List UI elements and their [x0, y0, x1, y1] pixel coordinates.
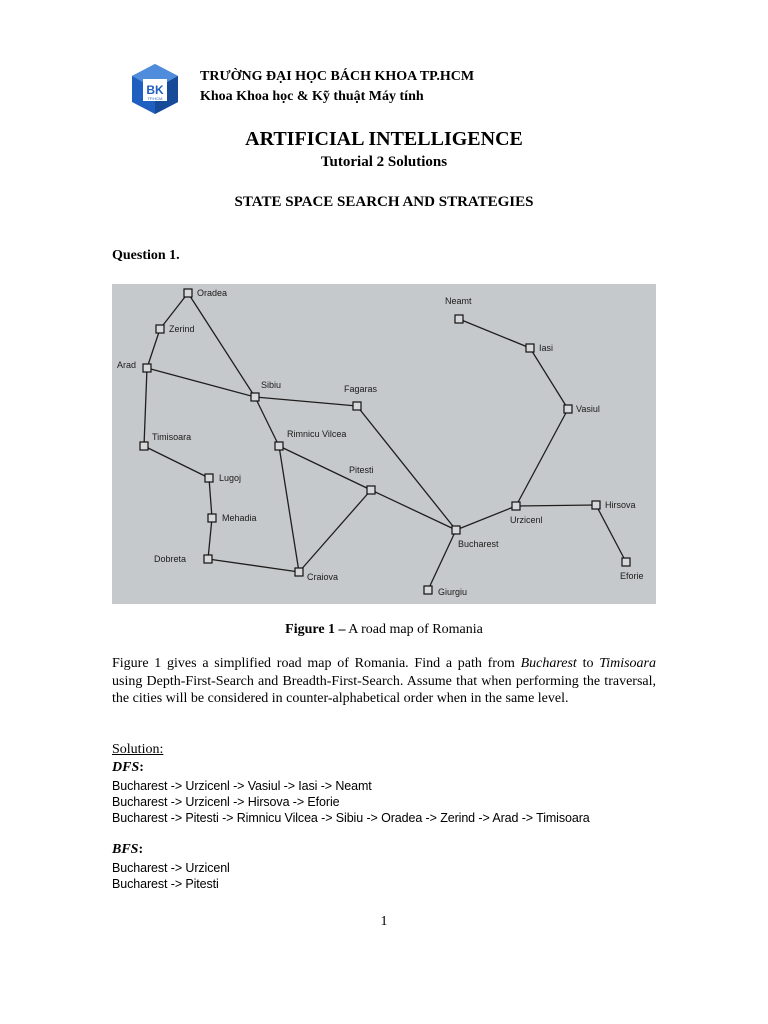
- logo-subtext: TP.HCM: [147, 96, 163, 101]
- page-number: 1: [380, 914, 388, 929]
- road-vasiul-iasi: [530, 348, 568, 409]
- city-node-dobreta: [204, 555, 212, 563]
- city-node-hirsova: [592, 501, 600, 509]
- city-node-iasi: [526, 344, 534, 352]
- figure-caption-text: A road map of Romania: [345, 622, 483, 637]
- city-label-arad: Arad: [117, 360, 137, 370]
- city-node-zerind: [156, 325, 164, 333]
- city-label-lugoj: Lugoj: [219, 473, 242, 483]
- city-label-rimnicu-vilcea: Rimnicu Vilcea: [287, 429, 347, 439]
- paragraph-text-1: Figure 1 gives a simplified road map of Romania. Find a path from: [112, 656, 521, 671]
- bfs-path-line: Bucharest -> Pitesti: [112, 877, 219, 891]
- city-label-bucharest: Bucharest: [458, 539, 499, 549]
- road-craiova-pitesti: [299, 490, 371, 572]
- city-label-eforie: Eforie: [620, 571, 644, 581]
- document-title: ARTIFICIAL INTELLIGENCE: [245, 128, 523, 150]
- figure-caption-label: Figure 1 –: [285, 622, 346, 637]
- road-sibiu-rimnicu-vilcea: [255, 397, 279, 446]
- city-node-mehadia: [208, 514, 216, 522]
- romania-road-map: [112, 284, 656, 604]
- city-label-neamt: Neamt: [445, 296, 472, 306]
- paragraph-city-to: Timisoara: [599, 656, 657, 671]
- city-label-giurgiu: Giurgiu: [438, 587, 468, 597]
- city-node-neamt: [455, 315, 463, 323]
- city-label-iasi: Iasi: [539, 343, 554, 353]
- road-bucharest-urzicenl: [456, 506, 516, 530]
- city-node-timisoara: [140, 442, 148, 450]
- city-label-oradea: Oradea: [197, 288, 228, 298]
- road-arad-timisoara: [144, 368, 147, 446]
- city-label-hirsova: Hirsova: [605, 500, 636, 510]
- city-label-zerind: Zerind: [169, 324, 195, 334]
- solution-label: Solution: [112, 742, 160, 757]
- city-node-arad: [143, 364, 151, 372]
- bfs-label-colon: :: [138, 842, 144, 857]
- road-rimnicu-vilcea-craiova: [279, 446, 299, 572]
- city-node-lugoj: [205, 474, 213, 482]
- paragraph-text-2: to: [576, 656, 600, 671]
- dfs-heading: [112, 760, 144, 776]
- city-node-craiova: [295, 568, 303, 576]
- road-iasi-neamt: [459, 319, 530, 348]
- department-name: Khoa Khoa học & Kỹ thuật Máy tính: [200, 89, 424, 104]
- road-map-svg: [112, 284, 656, 604]
- question-paragraph: [112, 655, 656, 708]
- city-label-craiova: Craiova: [307, 572, 339, 582]
- city-node-fagaras: [353, 402, 361, 410]
- city-label-vasiul: Vasiul: [576, 404, 600, 414]
- city-label-fagaras: Fagaras: [344, 384, 378, 394]
- city-node-eforie: [622, 558, 630, 566]
- section-title: STATE SPACE SEARCH AND STRATEGIES: [234, 194, 534, 210]
- city-label-mehadia: Mehadia: [222, 513, 257, 523]
- institution-name: TRƯỜNG ĐẠI HỌC BÁCH KHOA TP.HCM: [200, 69, 475, 84]
- solution-heading: [112, 742, 163, 758]
- road-dobreta-craiova: [208, 559, 299, 572]
- dfs-path-line: Bucharest -> Urzicenl -> Vasiul -> Iasi -> Neamt: [112, 779, 372, 793]
- city-node-bucharest: [452, 526, 460, 534]
- road-bucharest-giurgiu: [428, 530, 456, 590]
- dfs-path-line: Bucharest -> Pitesti -> Rimnicu Vilcea -> Sibiu -> Oradea -> Zerind -> Arad -> Timisoara: [112, 811, 590, 825]
- city-node-rimnicu-vilcea: [275, 442, 283, 450]
- document-subtitle: Tutorial 2 Solutions: [320, 154, 448, 170]
- question-label: Question 1.: [112, 248, 180, 263]
- city-label-urzicenl: Urzicenl: [510, 515, 543, 525]
- road-pitesti-bucharest: [371, 490, 456, 530]
- road-timisoara-lugoj: [144, 446, 209, 478]
- bfs-heading: [112, 842, 143, 858]
- dfs-path-line: Bucharest -> Urzicenl -> Hirsova -> Eforie: [112, 795, 340, 809]
- figure-caption: [0, 622, 768, 638]
- university-logo: [128, 62, 182, 116]
- road-zerind-arad: [147, 329, 160, 368]
- dfs-label-colon: :: [139, 760, 144, 775]
- city-node-vasiul: [564, 405, 572, 413]
- city-label-pitesti: Pitesti: [349, 465, 374, 475]
- bfs-path-line: Bucharest -> Urzicenl: [112, 861, 230, 875]
- road-lugoj-mehadia: [209, 478, 212, 518]
- city-node-pitesti: [367, 486, 375, 494]
- road-hirsova-eforie: [596, 505, 626, 562]
- dfs-label: DFS: [112, 760, 140, 775]
- city-label-dobreta: Dobreta: [154, 554, 187, 564]
- road-sibiu-fagaras: [255, 397, 357, 406]
- paragraph-text-3: using Depth-First-Search and Breadth-First-Search. Assume that when performing the traversal, the cities will be considered in counter-alphabetical order when in the same level.: [112, 673, 656, 706]
- city-node-sibiu: [251, 393, 259, 401]
- city-node-giurgiu: [424, 586, 432, 594]
- city-label-timisoara: Timisoara: [152, 432, 192, 442]
- road-urzicenl-vasiul: [516, 409, 568, 506]
- city-label-sibiu: Sibiu: [261, 380, 282, 390]
- road-mehadia-dobreta: [208, 518, 212, 559]
- logo-text: BK: [146, 83, 164, 97]
- solution-label-colon: :: [159, 742, 164, 757]
- bfs-label: BFS: [112, 842, 139, 857]
- paragraph-city-from: Bucharest: [520, 656, 577, 671]
- road-urzicenl-hirsova: [516, 505, 596, 506]
- city-node-oradea: [184, 289, 192, 297]
- city-node-urzicenl: [512, 502, 520, 510]
